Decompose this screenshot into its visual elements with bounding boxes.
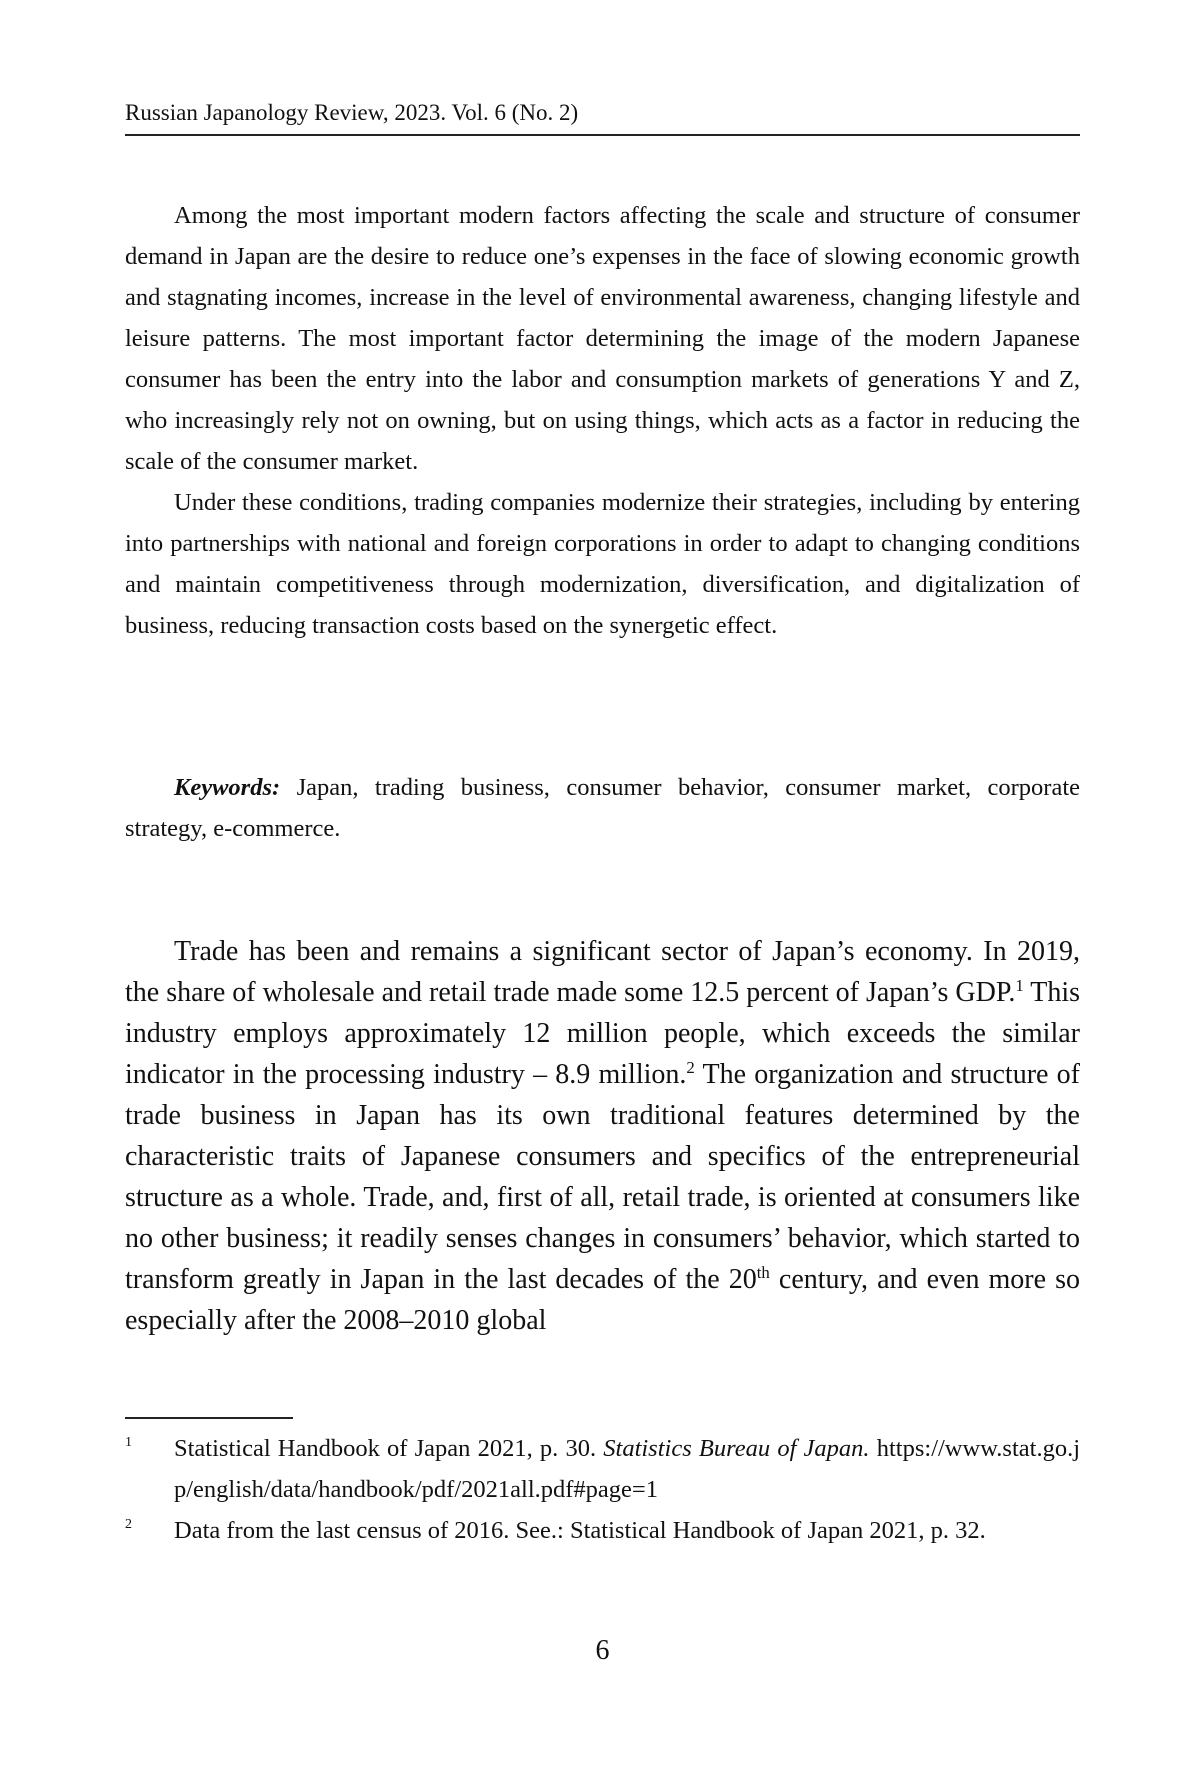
abstract — [125, 195, 1080, 646]
footnote-text: Data from the last census of 2016. See.: Statistical Handbook of Japan 2021, p. 32. — [174, 1517, 986, 1544]
body-text-segment: century, and even more so especially after the 2008–2010 global — [125, 1264, 1080, 1336]
footnote-ref-2[interactable]: 2 — [686, 1057, 695, 1077]
keywords-paragraph — [125, 767, 1080, 849]
body-text — [125, 931, 1080, 1341]
footnote-2 — [125, 1510, 1080, 1551]
footnote-source: Statistics Bureau of Japan. — [603, 1435, 870, 1462]
body-text-segment: The organization and structure of trade business in Japan has its own traditional features determined by the characteristic traits of Japanese consumers and specifics of the entrepreneurial structure as a whole. Trade, and, first of all, retail trade, is oriented at consumers like no other business; it readily senses changes in consumers’ behavior, which started to transform greatly in Japan in the last decades of the 20 — [125, 1059, 1080, 1295]
keywords-label: Keywords: — [174, 774, 281, 801]
footnote-ref-1[interactable]: 1 — [1015, 975, 1024, 995]
footnote-number: 1 — [125, 1435, 132, 1450]
footnote-number: 2 — [125, 1517, 132, 1532]
footnote-url[interactable]: https://www.stat.go.jp/english/data/handbook/pdf/2021all.pdf#page=1 — [174, 1435, 1081, 1503]
journal-title: Russian Japanology Review, 2023. Vol. 6 (No. 2) — [125, 100, 579, 125]
keywords-text: Japan, trading business, consumer behavior, consumer market, corporate strategy, e-commerce. — [125, 774, 1080, 842]
body-text-segment: This industry employs approximately 12 million people, which exceeds the similar indicator in the processing industry – 8.9 million. — [125, 977, 1080, 1090]
body-paragraph — [125, 931, 1080, 1341]
abstract-paragraph: Under these conditions, trading companies modernize their strategies, including by entering into partnerships with national and foreign corporations in order to adapt to changing conditions and maintain competitiveness through modernization, diversification, and digitalization of business, reducing transaction costs based on the synergetic effect. — [125, 489, 1080, 639]
footnote-1 — [125, 1428, 1080, 1510]
abstract-paragraph: Among the most important modern factors affecting the scale and structure of consumer demand in Japan are the desire to reduce one’s expenses in the face of slowing economic growth and stagnating incomes, increase in the level of environmental awareness, changing lifestyle and leisure patterns. The most important factor determining the image of the modern Japanese consumer has been the entry into the labor and consumption markets of generations Y and Z, who increasingly rely not on owning, but on using things, which acts as a factor in reducing the scale of the consumer market. — [125, 202, 1080, 475]
keywords — [125, 767, 1080, 849]
footnote-text-segment: Statistical Handbook of Japan 2021, p. 30. — [174, 1435, 604, 1462]
footnotes — [125, 1428, 1080, 1551]
page-number: 6 — [595, 1635, 610, 1666]
body-text-segment: Trade has been and remains a significant sector of Japan’s economy. In 2019, the share of wholesale and retail trade made some 12.5 percent of Japan’s GDP. — [125, 936, 1080, 1008]
running-header — [125, 98, 1080, 136]
footnote-divider — [125, 1417, 293, 1419]
superscript-th: th — [756, 1262, 770, 1282]
footnote-text — [174, 1428, 1080, 1510]
